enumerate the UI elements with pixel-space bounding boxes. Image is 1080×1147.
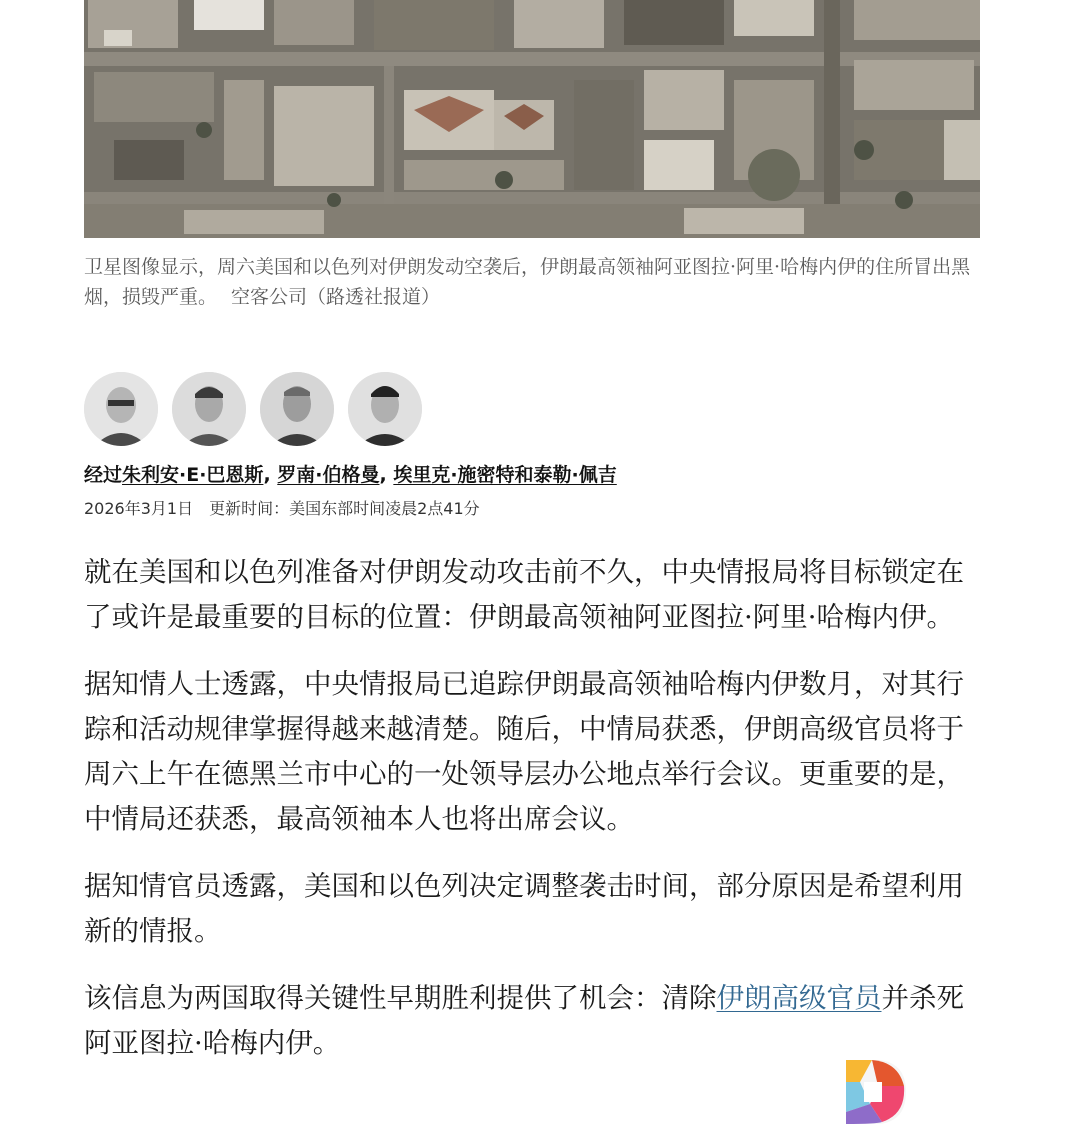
officials-link[interactable]: 伊朗高级官员 <box>716 982 882 1014</box>
author-link[interactable]: 朱利安·E·巴恩斯 <box>122 464 264 486</box>
dateline <box>84 496 480 519</box>
caption-text: 卫星图像显示，周六美国和以色列对伊朗发动空袭后，伊朗最高领袖阿亚图拉·阿里·哈梅内伊的住所冒出黑烟，损毁严重。 <box>84 256 971 308</box>
article-paragraph: 就在美国和以色列准备对伊朗发动攻击前不久，中央情报局将目标锁定在了或许是最重要的目标的位置：伊朗最高领袖阿亚图拉·阿里·哈梅内伊。 <box>84 556 964 633</box>
article-body <box>84 550 984 1088</box>
article-paragraph: 据知情官员透露，美国和以色列决定调整袭击时间，部分原因是希望利用新的情报。 <box>84 870 964 947</box>
byline-separator: , <box>263 464 278 486</box>
avatar[interactable] <box>84 372 158 446</box>
author-link[interactable]: 埃里克·施密特和泰勒·佩吉 <box>393 464 617 486</box>
paragraph-text: 该信息为两国取得关键性早期胜利提供了机会：清除 <box>84 982 717 1014</box>
author-link[interactable]: 罗南·伯格曼 <box>277 464 380 486</box>
author-avatars <box>84 372 422 448</box>
byline <box>84 460 617 487</box>
photo-credit: 空客公司（路透社报道） <box>231 286 441 308</box>
satellite-photo[interactable] <box>84 0 980 238</box>
update-time: 更新时间：美国东部时间凌晨2点41分 <box>209 499 480 518</box>
byline-prefix: 经过 <box>84 464 123 486</box>
publish-date: 2026年3月1日 <box>84 499 194 518</box>
photo-caption <box>84 252 980 312</box>
paragraph-text: 并杀死阿亚图拉·哈梅内伊。 <box>84 982 964 1059</box>
article-paragraph: 据知情人士透露，中央情报局已追踪伊朗最高领袖哈梅内伊数月，对其行踪和活动规律掌握得越来越清楚。随后，中情局获悉，伊朗高级官员将于周六上午在德黑兰市中心的一处领导层办公地点举行会议。更重要的是，中情局还获悉，最高领袖本人也将出席会议。 <box>84 668 964 835</box>
app-logo-icon <box>842 1052 910 1128</box>
avatar[interactable] <box>348 372 422 446</box>
avatar[interactable] <box>172 372 246 446</box>
byline-separator: , <box>379 464 394 486</box>
avatar[interactable] <box>260 372 334 446</box>
